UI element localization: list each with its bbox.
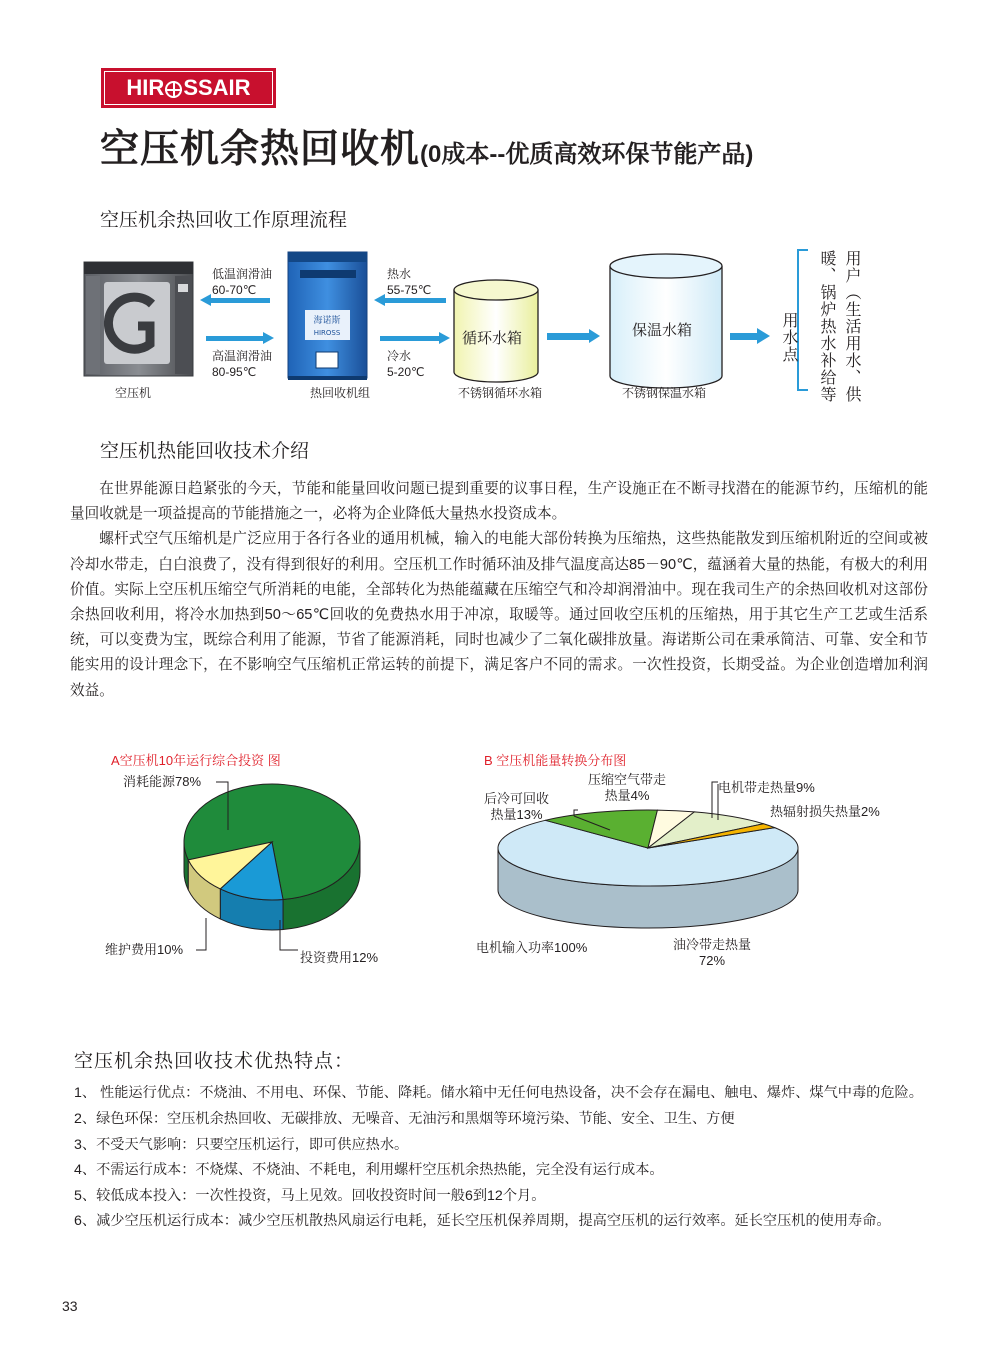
cold-water-label: 冷水 5-20℃ bbox=[387, 349, 425, 379]
unit-brand-en: HIROSS bbox=[313, 329, 341, 337]
caption-insulation-tank: 不锈钢保温水箱 bbox=[622, 386, 707, 400]
caption-compressor: 空压机 bbox=[115, 386, 152, 400]
pie-b-label-motor: 电机带走热量9% bbox=[718, 780, 815, 795]
pie-b-label-oil: 油冷带走热量 72% bbox=[673, 937, 752, 968]
brand-logo: HIR SSAIR bbox=[101, 68, 276, 108]
feature-item-4: 4、不需运行成本：不烧煤、不烧油、不耗电，利用螺杆空压机余热热能，完全没有运行成本。 bbox=[74, 1162, 664, 1178]
pie-a-label-maint: 维护费用10% bbox=[105, 942, 184, 957]
pie-a-title: A空压机10年运行综合投资 图 bbox=[111, 753, 281, 768]
title-main: 空压机余热回收机 bbox=[100, 128, 421, 171]
arrow-right-use-icon bbox=[730, 328, 770, 344]
feature-item-3: 3、不受天气影响：只要空压机运行，即可供应热水。 bbox=[74, 1137, 409, 1153]
intro-heading: 空压机热能回收技术介绍 bbox=[100, 441, 310, 462]
water-point-label: 用水点 bbox=[780, 312, 797, 363]
intro-paragraph: 螺杆式空气压缩机是广泛应用于各行各业的通用机械，输入的电能大部份转换为压缩热，这些热能散发到压缩机附近的空间或被冷却水带走，白白浪费了，没有得到很好的利用。空压机工作时循环油及排气温度高达85－90℃，蕴涵着大量的热能，有极大的利用价值。实际上空压机压缩空气所消耗的电能，全部转化为热能蕴藏在压缩空气和冷却润滑油中。现在我司生产的余热回收机对这部份余热回收利用，将冷水加热到50～65℃回收的免费热水用于冲凉，取暖等。通过回收空压机的压缩热，用于其它生产工艺或生活系统，可以变费为宝，既综合利用了能源，节省了能源消耗，同时也减少了二氧化碳排放量。海诺斯公司在秉承简洁、可靠、安全和节能实用的设计理念下，在不影响空气压缩机正常运转的前提下，满足客户不同的需求。一次性投资，长期受益。为企业创造增加利润效益。 bbox=[70, 531, 928, 699]
low-temp-oil-label: 低温润滑油 60-70℃ bbox=[212, 267, 273, 297]
logo-crosshair-icon bbox=[165, 81, 182, 98]
page-number: 33 bbox=[62, 1298, 78, 1314]
high-temp-oil-label: 高温润滑油 80-95℃ bbox=[212, 349, 273, 379]
arrow-right-water-icon bbox=[380, 332, 450, 344]
feature-item-5: 5、较低成本投入：一次性投资，马上见效。回收投资时间一般6到12个月。 bbox=[74, 1188, 546, 1204]
pie-b-label-air: 压缩空气带走 热量4% bbox=[588, 772, 667, 803]
heat-recovery-unit-image bbox=[288, 252, 367, 380]
air-compressor-image bbox=[84, 262, 193, 376]
caption-recovery-unit: 热回收机组 bbox=[310, 386, 371, 400]
intro-paragraph: 在世界能源日趋紧张的今天，节能和能量回收问题已提到重要的议事日程，生产设施正在不断寻找潜在的能源节约，压缩机的能量回收就是一项益提高的节能措施之一，必将为企业降低大量热水投资成本。 bbox=[70, 481, 928, 523]
pie-b-label-total: 电机输入功率100% bbox=[476, 940, 588, 955]
insulation-tank-label: 保温水箱 bbox=[632, 322, 693, 339]
pie-a-leaders bbox=[100, 770, 420, 970]
diagram-heading: 空压机余热回收工作原理流程 bbox=[100, 210, 348, 231]
caption-circulation-tank: 不锈钢循环水箱 bbox=[458, 386, 543, 400]
circulation-tank-label: 循环水箱 bbox=[462, 330, 523, 347]
pie-b-label-rad: 热辐射损失热量2% bbox=[770, 804, 880, 819]
feature-item-6: 6、减少空压机运行成本：减少空压机散热风扇运行电耗，延长空压机保养周期，提高空压机的运行效率。延长空压机的使用寿命。 bbox=[74, 1213, 891, 1229]
page-title bbox=[100, 118, 753, 174]
users-label-line1: 用户（生活用水、供 bbox=[843, 250, 860, 403]
users-bracket bbox=[798, 250, 808, 390]
pie-b-label-after: 后冷可回收 热量13% bbox=[484, 791, 550, 822]
unit-brand-cn: 海诺斯 bbox=[313, 316, 341, 326]
intro-body bbox=[70, 477, 928, 704]
title-subtitle: (0成本--优质高效环保节能产品) bbox=[420, 141, 754, 168]
features-heading: 空压机余热回收技术优热特点： bbox=[74, 1051, 355, 1072]
arrow-right-tank-icon bbox=[547, 329, 600, 343]
pie-a-label-energy: 消耗能源78% bbox=[123, 774, 202, 789]
feature-item-2: 2、绿色环保：空压机余热回收、无碳排放、无噪音、无油污和黑烟等环境污染、节能、安全、卫生、方便 bbox=[74, 1111, 735, 1127]
feature-item-1: 1、 性能运行优点：不烧油、不用电、环保、节能、降耗。储水箱中无任何电热设备，决不会存在漏电、触电、爆炸、煤气中毒的危险。 bbox=[74, 1085, 923, 1101]
pie-a-label-invest: 投资费用12% bbox=[300, 950, 379, 965]
users-label-line2: 暖、锅炉热水补给等 bbox=[818, 250, 835, 403]
pie-b-title: B 空压机能量转换分布图 bbox=[484, 753, 627, 768]
pie-b-leaders bbox=[470, 770, 910, 970]
hot-water-label: 热水 55-75℃ bbox=[387, 267, 432, 297]
arrow-right-oil-icon bbox=[206, 332, 274, 344]
